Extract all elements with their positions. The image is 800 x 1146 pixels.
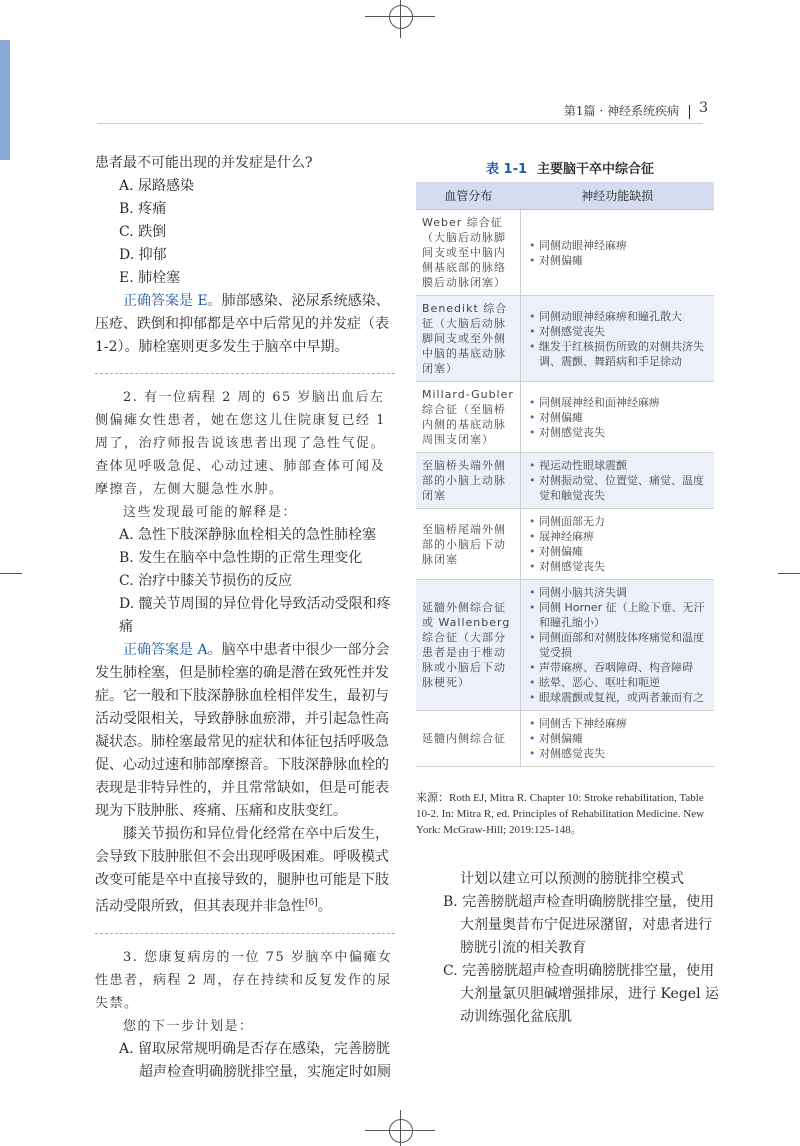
- chapter-title: 第1篇 · 神经系统疾病: [563, 104, 679, 118]
- deficit-item: • 同侧动眼神经麻痹和瞳孔散大: [539, 309, 708, 324]
- right-column: [440, 868, 720, 1029]
- deficit-item: • 同侧面部和对侧肢体疼痛觉和温度觉受损: [539, 630, 708, 660]
- deficit-item: • 对侧感觉丧失: [539, 425, 708, 440]
- deficit-item: • 对侧偏瘫: [539, 253, 708, 268]
- header-rule: [97, 123, 703, 124]
- table-row: [416, 580, 714, 711]
- vessel-cell: Benedikt 综合征（大脑后动脉脚间支或至外侧中脑的基底动脉闭塞）: [416, 296, 521, 382]
- q1-answer-label: 正确答案是 E。: [123, 293, 222, 309]
- q2-answer-text: 脑卒中患者中很少一部分会发生肺栓塞，但是肺栓塞的确是潜在致死性并发症。它一般和下肢深静脉血栓相伴发生，最初与活动受限相关，导致静脉血瘀滞，并引起急性高凝状态。肺栓塞最常见的症状和体征包括呼吸急促、心动过速和肺部摩擦音。下肢深静脉血栓的表现是非特异性的，并且常常缺如，但是可能表现为下肢肿胀、疼痛、压痛和皮肤变红。: [95, 642, 390, 819]
- q2-paragraph-2-end: 。: [317, 898, 332, 915]
- vessel-cell: 延髓外侧综合征或 Wallenberg 综合征（大部分患者是由于椎动脉或小脑后下动脉梗死）: [416, 580, 521, 711]
- table-row: [416, 453, 714, 509]
- deficit-cell: [521, 296, 715, 382]
- q2-option-c: C. 治疗中膝关节损伤的反应: [119, 573, 293, 589]
- q3-option-a-continued: 计划以建立可以预测的膀胱排空模式: [460, 871, 684, 887]
- table-row: [416, 210, 714, 296]
- question-divider: [95, 373, 395, 374]
- crop-circle-bottom: [389, 1119, 413, 1143]
- deficit-item: • 视运动性眼球震颤: [539, 458, 708, 473]
- deficit-item: • 对侧振动觉、位置觉、痛觉、温度觉和触觉丧失: [539, 473, 708, 503]
- page-number: 3: [699, 100, 708, 116]
- q1-answer: [95, 290, 395, 359]
- deficit-item: • 同侧 Horner 征（上睑下垂、无汗和瞳孔缩小）: [539, 600, 708, 630]
- q1-option-b: B. 疼痛: [119, 201, 167, 217]
- vessel-cell: 延髓内侧综合征: [416, 711, 521, 767]
- vessel-cell: Weber 综合征（大脑后动脉脚间支或至中脑内侧基底部的脉络膜后动脉闭塞）: [416, 210, 521, 296]
- table-row: [416, 382, 714, 453]
- deficit-cell: [521, 210, 715, 296]
- deficit-cell: [521, 453, 715, 509]
- brainstem-syndrome-table: [416, 182, 714, 767]
- vessel-cell: 至脑桥头端外侧部的小脑上动脉闭塞: [416, 453, 521, 509]
- deficit-item: • 同侧展神经和面神经麻痹: [539, 395, 708, 410]
- deficit-cell: [521, 382, 715, 453]
- table-title: [486, 158, 654, 177]
- table-number: 表 1-1: [486, 162, 528, 177]
- q2-option-a: A. 急性下肢深静脉血栓相关的急性肺栓塞: [119, 527, 377, 543]
- sidebar-color-strip: [0, 40, 10, 160]
- q2-option-b: B. 发生在脑卒中急性期的正常生理变化: [119, 550, 363, 566]
- q3-option-c: C. 完善膀胱超声检查明确膀胱排空量，使用大剂量氯贝胆碱增强排尿，进行 Kegel 运动训练强化盆底肌: [443, 963, 719, 1025]
- question-divider: [95, 933, 395, 934]
- left-column: [95, 152, 395, 1084]
- deficit-item: • 继发于红核损伤所致的对侧共济失调、震颤、舞蹈病和手足徐动: [539, 339, 708, 369]
- header-deficit: 神经功能缺损: [521, 182, 715, 210]
- q1-option-e: E. 肺栓塞: [119, 270, 181, 286]
- deficit-item: • 眩晕、恶心、呕吐和呃逆: [539, 675, 708, 690]
- table-row: [416, 509, 714, 580]
- q2-option-d: D. 髋关节周围的异位骨化导致活动受限和疼痛: [119, 596, 391, 635]
- q1-option-a: A. 尿路感染: [119, 178, 195, 194]
- table-header-row: [416, 182, 714, 210]
- deficit-item: • 同侧小脑共济失调: [539, 585, 708, 600]
- deficit-item: • 展神经麻痹: [539, 529, 708, 544]
- deficit-item: • 同侧面部无力: [539, 514, 708, 529]
- q3-option-a: A. 留取尿常规明确是否存在感染，完善膀胱超声检查明确膀胱排空量，实施定时如厕: [119, 1040, 391, 1080]
- running-header: [564, 102, 700, 119]
- q3-stem: 3. 您康复病房的一位 75 岁脑卒中偏瘫女性患者，病程 2 周，存在持续和反复发作的尿失禁。: [95, 949, 393, 1011]
- q1-option-d: D. 抑郁: [119, 247, 167, 263]
- deficit-item: • 声带麻痹、吞咽障碍、构音障碍: [539, 660, 708, 675]
- q2-stem: 2. 有一位病程 2 周的 65 岁脑出血后左侧偏瘫女性患者，她在您这儿住院康复已经 1 周了，治疗师报告说该患者出现了急性气促。查体见呼吸急促、心动过速、肺部查体可闻及摩擦音，左侧大腿急性水肿。: [95, 390, 386, 497]
- table-source-note: 来源：Roth EJ, Mitra R. Chapter 10: Stroke rehabilitation, Table 10-2. In: Mitra R, ed. Principles of Rehabilitation Medicine. New York: McGraw-Hill; 2019:125-148。: [416, 792, 705, 836]
- crop-mark-right: [778, 573, 800, 574]
- table-row: [416, 711, 714, 767]
- deficit-item: • 同侧动眼神经麻痹: [539, 238, 708, 253]
- q1-stem: 患者最不可能出现的并发症是什么?: [95, 155, 313, 171]
- header-separator: [689, 105, 690, 119]
- table-row: [416, 296, 714, 382]
- deficit-item: • 对侧偏瘫: [539, 731, 708, 746]
- q1-option-c: C. 跌倒: [119, 224, 167, 240]
- vessel-cell: 至脑桥尾端外侧部的小脑后下动脉闭塞: [416, 509, 521, 580]
- table-title-text: 主要脑干卒中综合征: [537, 162, 655, 177]
- deficit-item: • 同侧舌下神经麻痹: [539, 716, 708, 731]
- deficit-item: • 对侧偏瘫: [539, 544, 708, 559]
- deficit-item: • 对侧感觉丧失: [539, 746, 708, 761]
- q3-prompt: 您的下一步计划是：: [123, 1018, 254, 1034]
- deficit-item: • 眼球震颤或复视，或两者兼而有之: [539, 690, 708, 705]
- deficit-cell: [521, 509, 715, 580]
- citation-ref: [6]: [305, 898, 318, 908]
- q2-answer-label: 正确答案是 A。: [123, 642, 222, 658]
- deficit-cell: [521, 711, 715, 767]
- q2-paragraph-2-text: 膝关节损伤和异位骨化经常在卒中后发生，会导致下肢肿胀但不会出现呼吸困难。呼吸模式改变可能是卒中直接导致的，腿肿也可能是下肢活动受限所致，但其表现并非急性: [95, 826, 389, 915]
- deficit-item: • 对侧感觉丧失: [539, 324, 708, 339]
- q3-option-b: B. 完善膀胱超声检查明确膀胱排空量，使用大剂量奥昔布宁促进尿潴留，对患者进行膀胱引流的相关教育: [443, 894, 715, 956]
- q2-prompt: 这些发现最可能的解释是：: [123, 505, 298, 520]
- q1-answer-text: 肺部感染、泌尿系统感染、压疮、跌倒和抑郁都是卒中后常见的并发症（表 1-2）。肺栓塞则更多发生于脑卒中早期。: [95, 293, 390, 355]
- header-vessel: 血管分布: [416, 182, 521, 210]
- deficit-item: • 对侧偏瘫: [539, 410, 708, 425]
- deficit-item: • 对侧感觉丧失: [539, 559, 708, 574]
- vessel-cell: Millard-Gubler 综合征（至脑桥内侧的基底动脉周围支闭塞）: [416, 382, 521, 453]
- q2-paragraph-2: [95, 823, 395, 919]
- deficit-cell: [521, 580, 715, 711]
- crop-circle-top: [389, 5, 413, 29]
- crop-mark-left: [0, 573, 22, 574]
- q2-answer: [95, 639, 395, 823]
